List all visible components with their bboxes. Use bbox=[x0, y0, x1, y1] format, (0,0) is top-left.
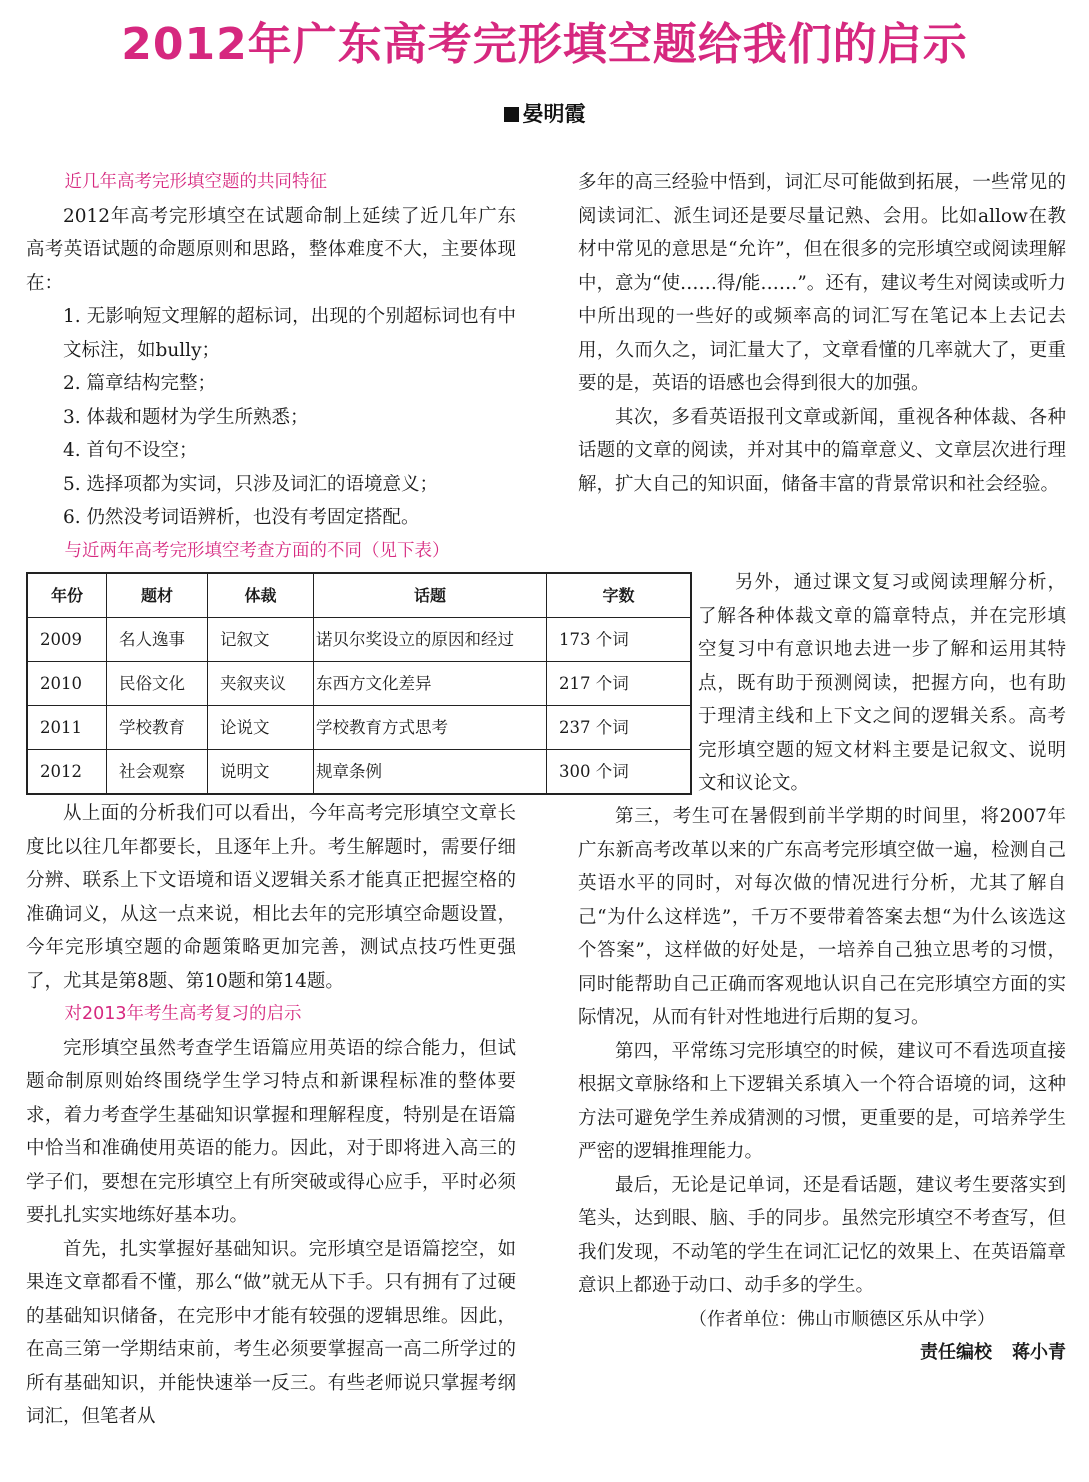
table-cell: 300 个词 bbox=[547, 750, 692, 795]
table-cell: 2011 bbox=[27, 706, 107, 750]
list-item: 1. 无影响短文理解的超标词，出现的个别超标词也有中文标注，如bully； bbox=[63, 306, 516, 361]
section-heading-features: 近几年高考完形填空题的共同特征 bbox=[64, 172, 327, 192]
paragraph: 2012年高考完形填空在试题命制上延续了近几年广东高考英语试题的命题原则和思路，整体难度不大，主要体现在： bbox=[26, 205, 516, 294]
paragraph: 其次，多看英语报刊文章或新闻，重视各种体裁、各种话题的文章的阅读，并对其中的篇章意义、文章层次进行理解，扩大自己的知识面，储备丰富的背景常识和社会经验。 bbox=[578, 406, 1066, 495]
table-cell: 217 个词 bbox=[547, 662, 692, 706]
paragraph: 首先，扎实掌握好基础知识。完形填空是语篇挖空，如果连文章都看不懂，那么“做”就无从下手。只有拥有了过硬的基础知识储备，在完形中才能有较强的逻辑思维。因此，在高三第一学期结束前，考生必须要掌握高一高二所学过的所有基础知识，并能快速举一反三。有些老师说只掌握考纲词汇，但笔者从 bbox=[26, 1238, 516, 1427]
table-cell: 诺贝尔奖设立的原因和经过 bbox=[314, 618, 547, 662]
table-header: 年份 bbox=[27, 573, 107, 618]
section-heading-revision: 对2013年考生高考复习的启示 bbox=[64, 1004, 302, 1024]
paragraph: 另外，通过课文复习或阅读理解分析，了解各种体裁文章的篇章特点，并在完形填空复习中有意识地去进一步了解和运用其特点，既有助于预测阅读，把握方向，也有助于理清主线和上下文之间的逻辑关系。高考完形填空题的短文材料主要是记叙文、说明文和议论文。 bbox=[698, 572, 1066, 794]
table-cell: 2012 bbox=[27, 750, 107, 795]
table-cell: 夹叙夹议 bbox=[208, 662, 314, 706]
table-cell: 民俗文化 bbox=[107, 662, 208, 706]
list-item: 5. 选择项都为实词，只涉及词汇的语境意义； bbox=[63, 473, 439, 495]
paragraph: 第四，平常练习完形填空的时候，建议可不看选项直接根据文章脉络和上下逻辑关系填入一个符合语境的词，这种方法可避免学生养成猜测的习惯，更重要的是，可培养学生严密的逻辑推理能力。 bbox=[578, 1040, 1066, 1162]
table-header: 字数 bbox=[547, 573, 692, 618]
right-column-continued bbox=[698, 566, 1066, 801]
table-cell: 2009 bbox=[27, 618, 107, 662]
paragraph: 从上面的分析我们可以看出，今年高考完形填空文章长度比以往几年都要长，且逐年上升。考生解题时，需要仔细分辨、联系上下文语境和语义逻辑关系才能真正把握空格的准确词义，从这一点来说，相比去年的完形填空命题设置，今年完形填空题的命题策略更加完善，测试点技巧性更强了，尤其是第8题、第10题和第14题。 bbox=[26, 803, 516, 992]
right-column-lower bbox=[578, 800, 1066, 1370]
author-line bbox=[0, 98, 1089, 128]
editor-label: 责任编校 bbox=[920, 1342, 992, 1363]
table-cell: 学校教育 bbox=[107, 706, 208, 750]
table-cell: 东西方文化差异 bbox=[314, 662, 547, 706]
table-header: 话题 bbox=[314, 573, 547, 618]
list-item: 6. 仍然没考词语辨析，也没有考固定搭配。 bbox=[63, 507, 420, 528]
table-cell: 237 个词 bbox=[547, 706, 692, 750]
paragraph: 多年的高三经验中悟到，词汇尽可能做到拓展，一些常见的阅读词汇、派生词还是要尽量记熟、会用。比如allow在教材中常见的意思是“允许”，但在很多的完形填空或阅读理解中，意为“使……得/能……”。还有，建议考生对阅读或听力中所出现的一些好的或频率高的词汇写在笔记本上去记去用，久而久之，词汇量大了，文章看懂的几率就大了，更重要的是，英语的语感也会得到很大的加强。 bbox=[578, 172, 1066, 394]
table-cell: 论说文 bbox=[208, 706, 314, 750]
list-item: 3. 体裁和题材为学生所熟悉； bbox=[63, 406, 309, 428]
table-cell: 社会观察 bbox=[107, 750, 208, 795]
right-column bbox=[578, 166, 1066, 1466]
paragraph: 完形填空虽然考查学生语篇应用英语的综合能力，但试题命制原则始终围绕学生学习特点和新课程标准的整体要求，着力考查学生基础知识掌握和理解程度，特别是在语篇中恰当和准确使用英语的能力。因此，对于即将进入高三的学子们，要想在完形填空上有所突破或得心应手，平时必须要扎扎实实地练好基本功。 bbox=[26, 1037, 516, 1226]
table-cell: 名人逸事 bbox=[107, 618, 208, 662]
paragraph: 最后，无论是记单词，还是看话题，建议考生要落实到笔头，达到眼、脑、手的同步。虽然完形填空不考查写，但我们发现，不动笔的学生在词汇记忆的效果上、在英语篇章意识上都逊于动口、动手多的学生。 bbox=[578, 1174, 1066, 1296]
table-cell: 规章条例 bbox=[314, 750, 547, 795]
paragraph: 第三，考生可在暑假到前半学期的时间里，将2007年广东新高考改革以来的广东高考完形填空做一遍，检测自己英语水平的同时，对每次做的情况进行分析，尤其了解自己“为什么这样选”，千万不要带着答案去想“为什么该选这个答案”，这样做的好处是，一培养自己独立思考的习惯，同时能帮助自己正确而客观地认识自己在完形填空方面的实际情况，从而有针对性地进行后期的复习。 bbox=[578, 806, 1066, 1028]
left-column bbox=[26, 166, 635, 1434]
table-cell: 2010 bbox=[27, 662, 107, 706]
section-heading-differences: 与近两年高考完形填空考查方面的不同（见下表） bbox=[64, 540, 450, 561]
table-cell: 173 个词 bbox=[547, 618, 692, 662]
table-cell: 记叙文 bbox=[208, 618, 314, 662]
author-name: 晏明霞 bbox=[522, 102, 586, 126]
list-item: 2. 篇章结构完整； bbox=[63, 373, 217, 394]
article-title: 2012年广东高考完形填空题给我们的启示 bbox=[121, 19, 968, 70]
table-header: 体裁 bbox=[208, 573, 314, 618]
editor-credit bbox=[578, 1336, 1066, 1370]
list-item: 4. 首句不设空； bbox=[63, 440, 198, 461]
table-cell: 学校教育方式思考 bbox=[314, 706, 547, 750]
square-bullet-icon bbox=[504, 107, 519, 122]
table-header: 题材 bbox=[107, 573, 208, 618]
author-affiliation: （作者单位：佛山市顺德区乐从中学） bbox=[689, 1308, 995, 1330]
table-cell: 说明文 bbox=[208, 750, 314, 795]
editor-name: 蒋小青 bbox=[1012, 1342, 1066, 1363]
